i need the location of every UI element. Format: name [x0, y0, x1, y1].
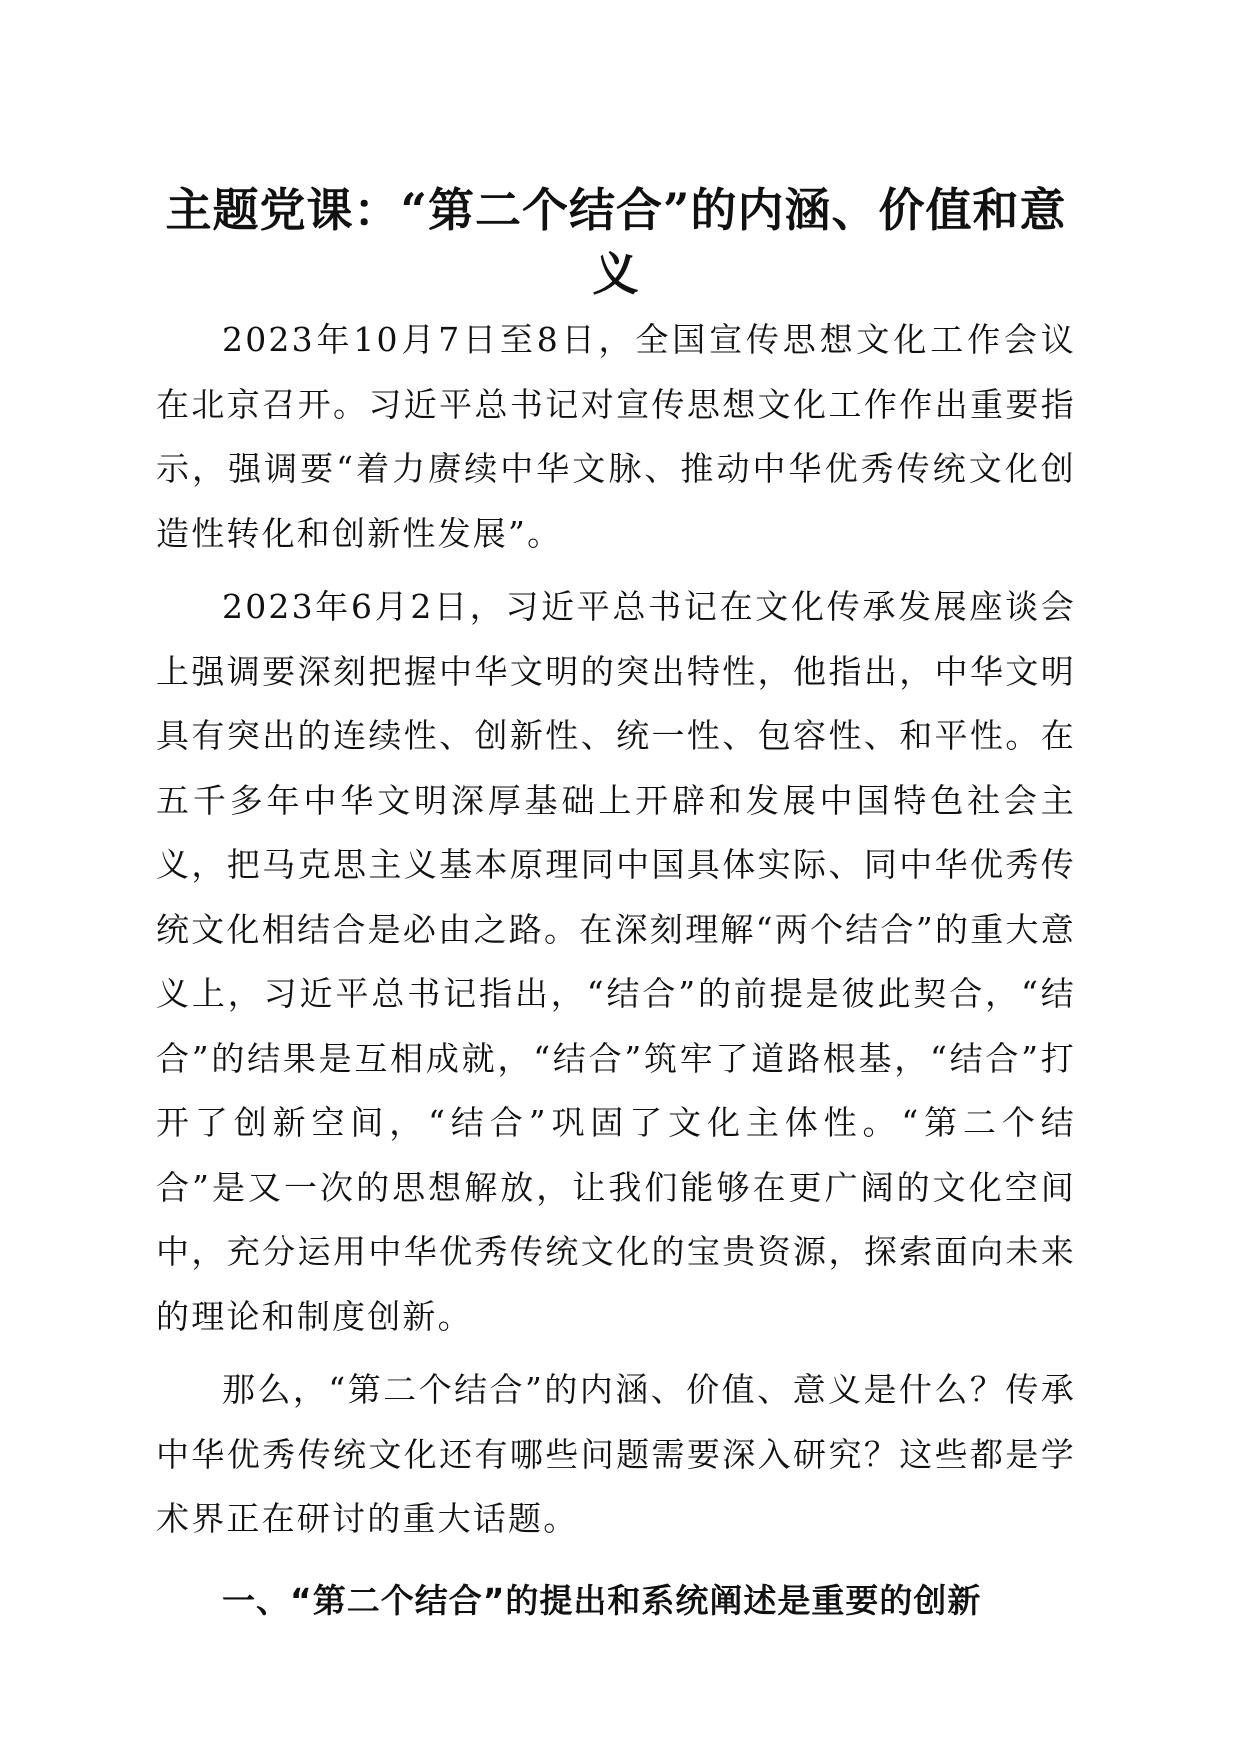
- document-body: [156, 178, 1076, 1633]
- paragraph-question: 那么，“第二个结合”的内涵、价值、意义是什么？传承中华优秀传统文化还有哪些问题需要深入研究？这些都是学术界正在研讨的重大话题。: [156, 1370, 1076, 1538]
- paragraph-meeting: 2023年10月7日至8日，全国宣传思想文化工作会议在北京召开。习近平总书记对宣传思想文化工作作出重要指示，强调要“着力赓续中华文脉、推动中华优秀传统文化创造性转化和创新性发展”。: [156, 320, 1076, 553]
- paragraph-symposium: 2023年6月2日，习近平总书记在文化传承发展座谈会上强调要深刻把握中华文明的突出特性，他指出，中华文明具有突出的连续性、创新性、统一性、包容性、和平性。在五千多年中华文明深厚基础上开辟和发展中国特色社会主义，把马克思主义基本原理同中国具体实际、同中华优秀传统文化相结合是必由之路。在深刻理解“两个结合”的重大意义上，习近平总书记指出，“结合”的前提是彼此契合，“结合”的结果是互相成就，“结合”筑牢了道路根基，“结合”打开了创新空间，“结合”巩固了文化主体性。“第二个结合”是又一次的思想解放，让我们能够在更广阔的文化空间中，充分运用中华优秀传统文化的宝贵资源，探索面向未来的理论和制度创新。: [156, 587, 1076, 1336]
- document-title: 主题党课：“第二个结合”的内涵、价值和意义: [165, 183, 1067, 301]
- section-heading: 一、“第二个结合”的提出和系统阐述是重要的创新: [222, 1580, 982, 1620]
